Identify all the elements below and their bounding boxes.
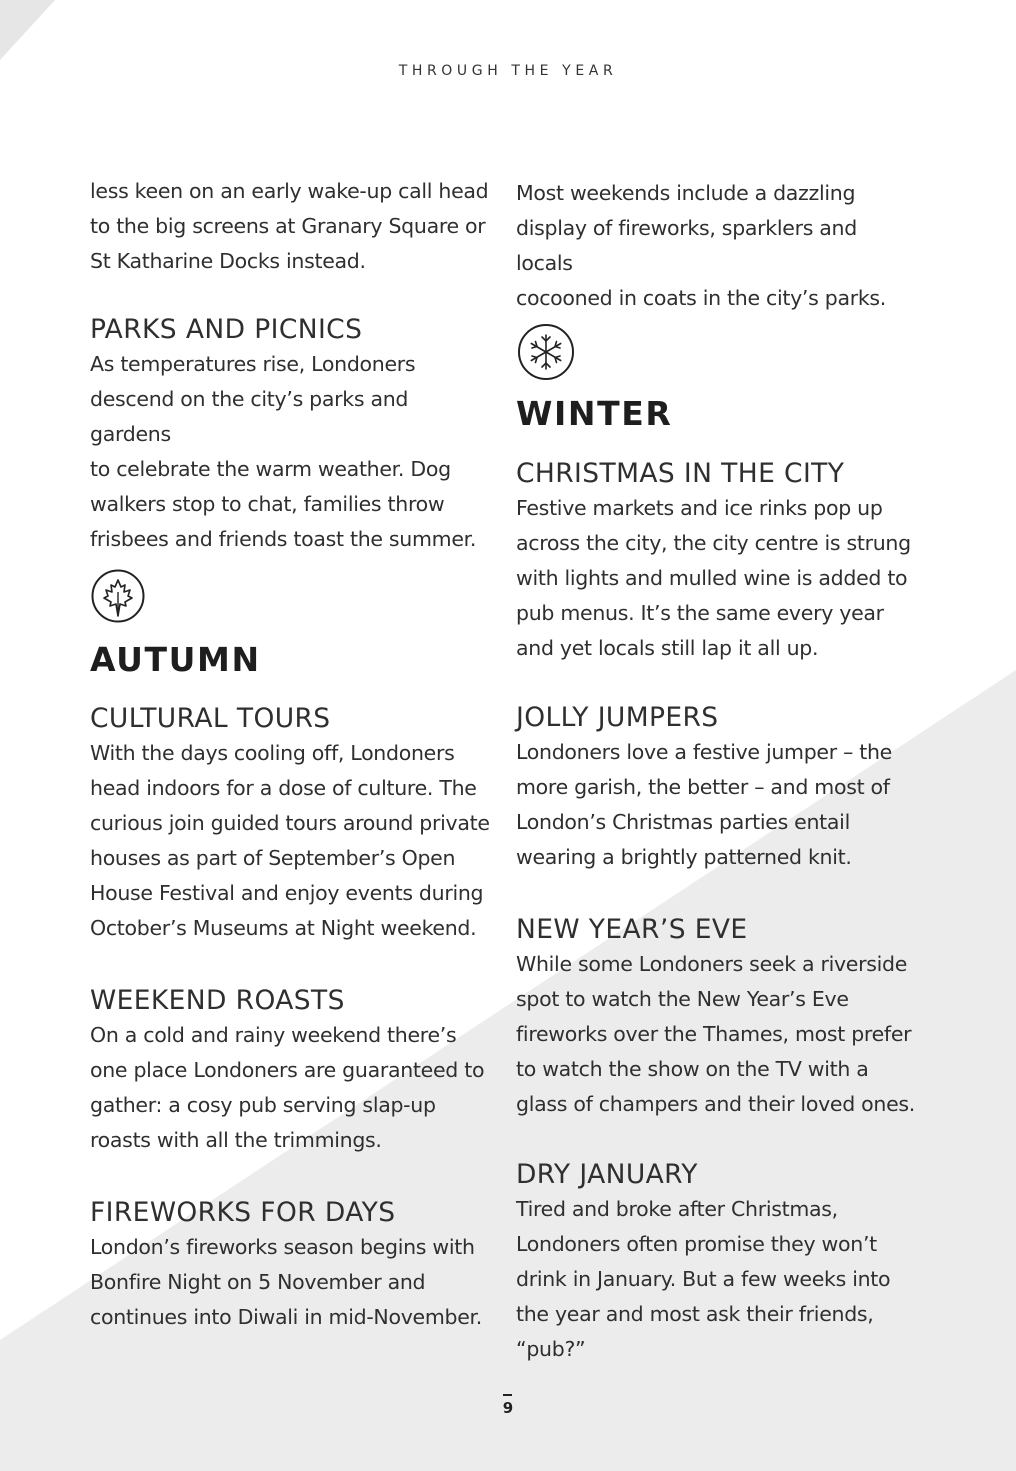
text-line: continues into Diwali in mid-November. (90, 1305, 482, 1329)
section-heading: FIREWORKS FOR DAYS (90, 1197, 396, 1228)
page-number-rule (503, 1394, 512, 1396)
text-line: and yet locals still lap it all up. (516, 636, 819, 660)
section-heading: DRY JANUARY (516, 1159, 698, 1190)
text-line: roasts with all the trimmings. (90, 1128, 382, 1152)
text-line: to celebrate the warm weather. Dog (90, 457, 451, 481)
text-line: wearing a brightly patterned knit. (516, 845, 852, 869)
text-line: St Katharine Docks instead. (90, 249, 366, 273)
text-line: pub menus. It’s the same every year (516, 601, 884, 625)
text-line: the year and most ask their friends, “pub?” (516, 1302, 874, 1361)
section-new-years-eve (516, 913, 916, 1122)
section-parks-and-picnics (90, 313, 490, 557)
text-line: As temperatures rise, Londoners (90, 352, 416, 376)
section-heading: CHRISTMAS IN THE CITY (516, 458, 845, 489)
text-line: Festive markets and ice rinks pop up (516, 496, 883, 520)
text-line: walkers stop to chat, families throw (90, 492, 445, 516)
text-line: one place Londoners are guaranteed to (90, 1058, 485, 1082)
text-line: frisbees and friends toast the summer. (90, 527, 477, 551)
text-line: Londoners often promise they won’t (516, 1232, 877, 1256)
intro-paragraph-left (90, 174, 490, 279)
page-number: 9 (502, 1399, 514, 1417)
text-line: London’s fireworks season begins with (90, 1235, 475, 1259)
text-line: display of fireworks, sparklers and locals (516, 216, 857, 275)
text-line: fireworks over the Thames, most prefer (516, 1022, 912, 1046)
text-line: House Festival and enjoy events during (90, 881, 484, 905)
season-title-winter: WINTER (516, 394, 673, 433)
section-heading: JOLLY JUMPERS (516, 702, 719, 733)
section-dry-january (516, 1158, 916, 1367)
text-line: October’s Museums at Night weekend. (90, 916, 477, 940)
section-heading: WEEKEND ROASTS (90, 985, 345, 1016)
season-title-autumn: AUTUMN (90, 640, 261, 679)
intro-paragraph-right (516, 176, 916, 316)
text-line: glass of champers and their loved ones. (516, 1092, 915, 1116)
section-cultural-tours (90, 702, 490, 946)
section-jolly-jumpers (516, 701, 916, 875)
text-line: to the big screens at Granary Square or (90, 214, 486, 238)
text-line: more garish, the better – and most of (516, 775, 890, 799)
snowflake-icon (516, 322, 576, 382)
text-line: gather: a cosy pub serving slap-up (90, 1093, 436, 1117)
section-fireworks-for-days (90, 1196, 490, 1335)
section-heading: CULTURAL TOURS (90, 703, 331, 734)
text-line: Tired and broke after Christmas, (516, 1197, 838, 1221)
text-line: to watch the show on the TV with a (516, 1057, 869, 1081)
section-christmas-in-the-city (516, 457, 916, 666)
text-line: head indoors for a dose of culture. The (90, 776, 477, 800)
text-line: less keen on an early wake-up call head (90, 179, 489, 203)
section-heading: PARKS AND PICNICS (90, 314, 363, 345)
text-line: across the city, the city centre is strung (516, 531, 911, 555)
text-line: drink in January. But a few weeks into (516, 1267, 891, 1291)
text-line: Most weekends include a dazzling (516, 181, 856, 205)
maple-leaf-icon (90, 568, 146, 624)
text-line: Londoners love a festive jumper – the (516, 740, 892, 764)
running-head: THROUGH THE YEAR (398, 63, 618, 79)
text-line: cocooned in coats in the city’s parks. (516, 286, 887, 310)
text-line: descend on the city’s parks and gardens (90, 387, 409, 446)
section-weekend-roasts (90, 984, 490, 1158)
text-line: London’s Christmas parties entail (516, 810, 850, 834)
text-line: with lights and mulled wine is added to (516, 566, 908, 590)
text-line: On a cold and rainy weekend there’s (90, 1023, 457, 1047)
text-line: With the days cooling off, Londoners (90, 741, 455, 765)
text-line: While some Londoners seek a riverside (516, 952, 908, 976)
text-line: houses as part of September’s Open (90, 846, 456, 870)
text-line: spot to watch the New Year’s Eve (516, 987, 849, 1011)
text-line: curious join guided tours around private (90, 811, 490, 835)
text-line: Bonfire Night on 5 November and (90, 1270, 426, 1294)
section-heading: NEW YEAR’S EVE (516, 914, 748, 945)
